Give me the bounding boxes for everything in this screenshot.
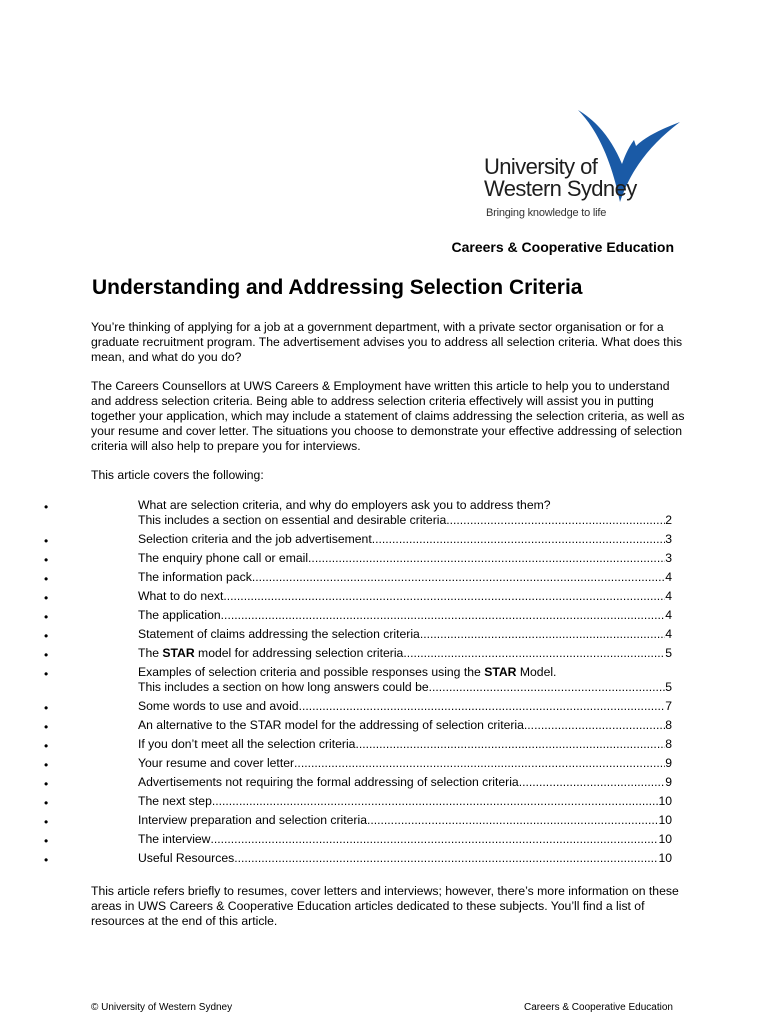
list-item-text: What are selection criteria, and why do employers ask you to address them? <box>138 498 551 512</box>
list-item[interactable] <box>0 665 768 699</box>
list-item-text: The next step <box>138 794 212 808</box>
page-number: 5 <box>665 680 672 694</box>
list-item[interactable] <box>0 718 768 737</box>
bullet-icon: • <box>44 796 49 810</box>
page-title: Understanding and Addressing Selection Criteria <box>92 276 583 299</box>
page-number: 5 <box>665 646 672 660</box>
bullet-icon: • <box>44 572 49 586</box>
list-item[interactable] <box>0 813 768 832</box>
list-item-text: Examples of selection criteria and possible responses using the STAR Model. <box>138 665 557 679</box>
list-item-text: Some words to use and avoid <box>138 699 299 713</box>
list-item-text: Advertisements not requiring the formal addressing of selection criteria <box>138 775 519 789</box>
page-number: 8 <box>665 718 672 732</box>
counsellors-paragraph: The Careers Counsellors at UWS Careers & Employment have written this article to help you to understand and address selection criteria. Being able to address selection criteria effectively will assist you in putting together your application, which may include a statement of claims addressing the selection criteria, as well as your resume and cover letter. The situations you choose to demonstrate your effective addressing of selection criteria will also help to prepare you for interviews. <box>91 379 685 453</box>
bullet-icon: • <box>44 815 49 829</box>
list-item[interactable] <box>0 627 768 646</box>
page-number: 4 <box>665 589 672 603</box>
page-number: 10 <box>658 851 672 865</box>
bullet-icon: • <box>44 720 49 734</box>
bullet-icon: • <box>44 610 49 624</box>
list-item[interactable] <box>0 589 768 608</box>
list-item[interactable] <box>0 756 768 775</box>
bullet-icon: • <box>44 777 49 791</box>
page-number: 9 <box>665 756 672 770</box>
list-item[interactable] <box>0 608 768 627</box>
bullet-icon: • <box>44 534 49 548</box>
list-item[interactable] <box>0 794 768 813</box>
contents-list <box>0 498 768 870</box>
list-item[interactable] <box>0 570 768 589</box>
list-item[interactable] <box>0 551 768 570</box>
list-item[interactable] <box>0 532 768 551</box>
list-item-text: Selection criteria and the job advertisement <box>138 532 372 546</box>
list-item-text: This includes a section on essential and desirable criteria <box>138 513 447 527</box>
bullet-icon: • <box>44 553 49 567</box>
list-item-text: The application <box>138 608 221 622</box>
university-logo <box>484 104 680 222</box>
logo-name-line1: University of <box>484 154 598 179</box>
list-item-text: The STAR model for addressing selection criteria <box>138 646 404 660</box>
logo-name-line2: Western Sydney <box>484 176 637 201</box>
department-heading: Careers & Cooperative Education <box>451 239 674 255</box>
bullet-icon: • <box>44 739 49 753</box>
page-number: 3 <box>665 532 672 546</box>
page-number: 4 <box>665 627 672 641</box>
closing-paragraph: This article refers briefly to resumes, cover letters and interviews; however, there’s more information on these areas in UWS Careers & Cooperative Education articles dedicated to these subjects. You’ll find a list of resources at the end of this article. <box>91 884 679 928</box>
page-number: 8 <box>665 737 672 751</box>
page-number: 4 <box>665 570 672 584</box>
list-item[interactable] <box>0 775 768 794</box>
list-item-text: Interview preparation and selection criteria <box>138 813 367 827</box>
covers-paragraph: This article covers the following: <box>91 468 264 482</box>
intro-paragraph: You’re thinking of applying for a job at a government department, with a private sector organisation or for a graduate recruitment program. The advertisement advises you to address all selection criteria. What does this mean, and what do you do? <box>91 320 683 364</box>
list-item-text: Statement of claims addressing the selection criteria <box>138 627 420 641</box>
page-number: 4 <box>665 608 672 622</box>
bullet-icon: • <box>44 629 49 643</box>
bullet-icon: • <box>44 648 49 662</box>
page-number: 7 <box>665 699 672 713</box>
bullet-icon: • <box>44 834 49 848</box>
list-item[interactable] <box>0 498 768 532</box>
page-number: 9 <box>665 775 672 789</box>
footer-copyright: © University of Western Sydney <box>91 1002 233 1013</box>
logo-wordmark <box>484 156 637 200</box>
bullet-icon: • <box>44 758 49 772</box>
bullet-icon: • <box>44 591 49 605</box>
list-item-text: Useful Resources <box>138 851 235 865</box>
list-item-text: Your resume and cover letter <box>138 756 295 770</box>
footer-department: Careers & Cooperative Education <box>524 1002 673 1013</box>
page-number: 10 <box>658 794 672 808</box>
list-item-text: If you don’t meet all the selection criteria <box>138 737 356 751</box>
list-item-text: The information pack <box>138 570 252 584</box>
list-item[interactable] <box>0 699 768 718</box>
list-item[interactable] <box>0 851 768 870</box>
list-item-text: What to do next <box>138 589 224 603</box>
page-number: 10 <box>658 813 672 827</box>
list-item-text: The enquiry phone call or email <box>138 551 309 565</box>
list-item-text: This includes a section on how long answers could be <box>138 680 429 694</box>
list-item-text: The interview <box>138 832 211 846</box>
page-number: 10 <box>658 832 672 846</box>
logo-tagline: Bringing knowledge to life <box>486 207 607 219</box>
list-item[interactable] <box>0 646 768 665</box>
page-number: 2 <box>665 513 672 527</box>
bullet-icon: • <box>44 853 49 867</box>
bullet-icon: • <box>44 667 49 681</box>
list-item[interactable] <box>0 737 768 756</box>
page-number: 3 <box>665 551 672 565</box>
list-item-text: An alternative to the STAR model for the addressing of selection criteria <box>138 718 524 732</box>
list-item[interactable] <box>0 832 768 851</box>
bullet-icon: • <box>44 701 49 715</box>
bullet-icon: • <box>44 500 49 514</box>
